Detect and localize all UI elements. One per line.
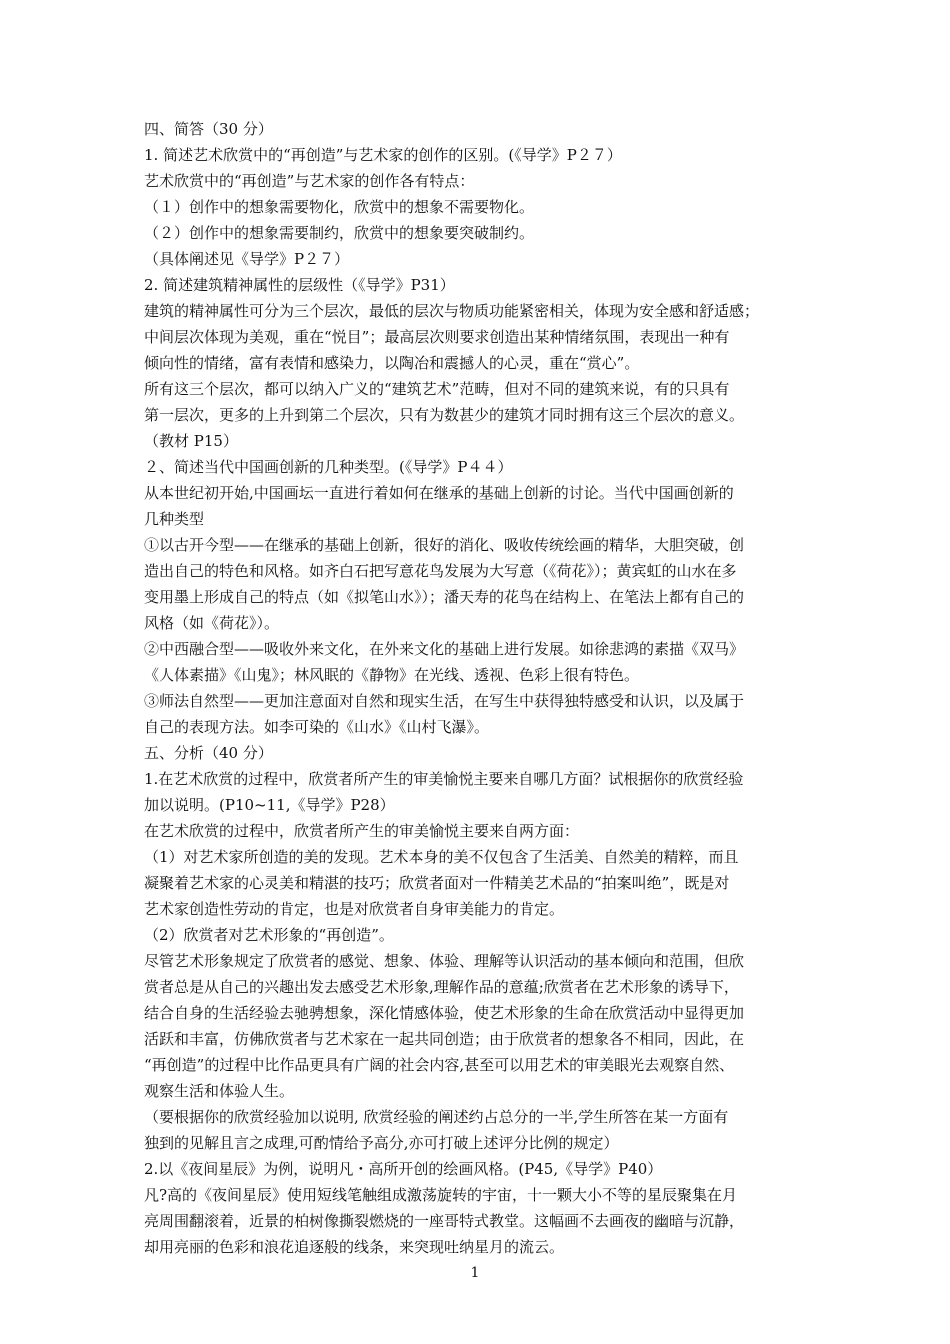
text-line: ①以古开今型——在继承的基础上创新，很好的消化、吸收传统绘画的精华，大胆突破，创: [144, 536, 745, 554]
text-line: 2.以《夜间星辰》为例，说明凡・高所开创的绘画风格。(P45,《导学》P40）: [144, 1160, 663, 1178]
text-line: 五、分析（40 分）: [144, 744, 273, 762]
text-line: 2. 简述建筑精神属性的层级性（《导学》P31）: [144, 276, 455, 294]
text-line: 加以说明。(P10~11,《导学》P28）: [144, 796, 395, 814]
text-line: 艺术欣赏中的“再创造”与艺术家的创作各有特点：: [144, 172, 475, 190]
text-line: “再创造”的过程中比作品更具有广阔的社会内容,甚至可以用艺术的审美眼光去观察自然、: [144, 1056, 735, 1074]
text-line: 尽管艺术形象规定了欣赏者的感觉、想象、体验、理解等认识活动的基本倾向和范围，但欣: [144, 952, 745, 970]
text-line: 赏者总是从自己的兴趣出发去感受艺术形象,理解作品的意蕴;欣赏者在艺术形象的诱导下，: [144, 978, 739, 996]
text-line: （2）欣赏者对艺术形象的“再创造”。: [144, 926, 394, 944]
text-line: 风格（如《荷花》）。: [144, 614, 280, 632]
text-line: （具体阐述见《导学》P２７）: [144, 250, 350, 268]
text-line: 凡?高的《夜间星辰》使用短线笔触组成激荡旋转的宇宙，十一颗大小不等的星辰聚集在月: [144, 1186, 738, 1204]
text-line: ③师法自然型——更加注意面对自然和现实生活，在写生中获得独特感受和认识，以及属于: [144, 692, 745, 710]
text-line: ２、简述当代中国画创新的几种类型。(《导学》P４４）: [144, 458, 513, 476]
text-line: 独到的见解且言之成理,可酌情给予高分,亦可打破上述评分比例的规定）: [144, 1134, 619, 1152]
text-line: 第一层次，更多的上升到第二个层次，只有为数甚少的建筑才同时拥有这三个层次的意义。: [144, 406, 745, 424]
text-line: 《人体素描》《山鬼》；林风眠的《静物》在光线、透视、色彩上很有特色。: [144, 666, 640, 684]
text-line: 亮周围翻滚着，近景的柏树像撕裂燃烧的一座哥特式教堂。这幅画不去画夜的幽暗与沉静，: [144, 1212, 745, 1230]
text-line: 所有这三个层次，都可以纳入广义的“建筑艺术”范畴，但对不同的建筑来说，有的只具有: [144, 380, 730, 398]
text-line: 在艺术欣赏的过程中，欣赏者所产生的审美愉悦主要来自两方面：: [144, 822, 580, 840]
text-line: 中间层次体现为美观，重在“悦目”；最高层次则要求创造出某种情绪氛围，表现出一种有: [144, 328, 730, 346]
text-line: 活跃和丰富，仿佛欣赏者与艺术家在一起共同创造；由于欣赏者的想象各不相同，因此，在: [144, 1030, 745, 1048]
text-line: 自己的表现方法。如李可染的《山水》《山村飞瀑》。: [144, 718, 490, 736]
text-line: 1. 简述艺术欣赏中的“再创造”与艺术家的创作的区别。(《导学》P２７）: [144, 146, 622, 164]
text-line: 四、简答（30 分）: [144, 120, 273, 138]
text-line: 1.在艺术欣赏的过程中，欣赏者所产生的审美愉悦主要来自哪几方面？试根据你的欣赏经验: [144, 770, 744, 788]
text-line: （教材 P15）: [144, 432, 238, 450]
text-line: 却用亮丽的色彩和浪花追逐般的线条，来突现吐纳星月的流云。: [144, 1238, 565, 1256]
text-line: （１）创作中的想象需要物化，欣赏中的想象不需要物化。: [144, 198, 535, 216]
text-line: 造出自己的特色和风格。如齐白石把写意花鸟发展为大写意（《荷花》）；黄宾虹的山水在多: [144, 562, 737, 580]
text-line: 建筑的精神属性可分为三个层次，最低的层次与物质功能紧密相关，体现为安全感和舒适感；: [144, 302, 760, 320]
text-line: 结合自身的生活经验去驰骋想象，深化情感体验，使艺术形象的生命在欣赏活动中显得更加: [144, 1004, 745, 1022]
text-line: （1）对艺术家所创造的美的发现。艺术本身的美不仅包含了生活美、自然美的精粹，而且: [144, 848, 739, 866]
text-line: ②中西融合型——吸收外来文化，在外来文化的基础上进行发展。如徐悲鸿的素描《双马》: [144, 640, 745, 658]
text-line: 观察生活和体验人生。: [144, 1082, 295, 1100]
text-line: 变用墨上形成自己的特点（如《拟笔山水》）；潘天寿的花鸟在结构上、在笔法上都有自己的: [144, 588, 745, 606]
text-line: （要根据你的欣赏经验加以说明, 欣赏经验的阐述约占总分的一半,学生所答在某一方面有: [144, 1108, 729, 1126]
text-line: 倾向性的情绪，富有表情和感染力，以陶冶和震撼人的心灵，重在“赏心”。: [144, 354, 640, 372]
text-line: （２）创作中的想象需要制约，欣赏中的想象要突破制约。: [144, 224, 535, 242]
text-line: 凝聚着艺术家的心灵美和精湛的技巧；欣赏者面对一件精美艺术品的“拍案叫绝”，既是对: [144, 874, 730, 892]
document-body: [144, 116, 816, 1260]
page-number: 1: [470, 1265, 480, 1281]
text-line: 艺术家创造性劳动的肯定，也是对欣赏者自身审美能力的肯定。: [144, 900, 565, 918]
text-line: 从本世纪初开始,中国画坛一直进行着如何在继承的基础上创新的讨论。当代中国画创新的: [144, 484, 734, 502]
text-line: 几种类型: [144, 510, 205, 528]
